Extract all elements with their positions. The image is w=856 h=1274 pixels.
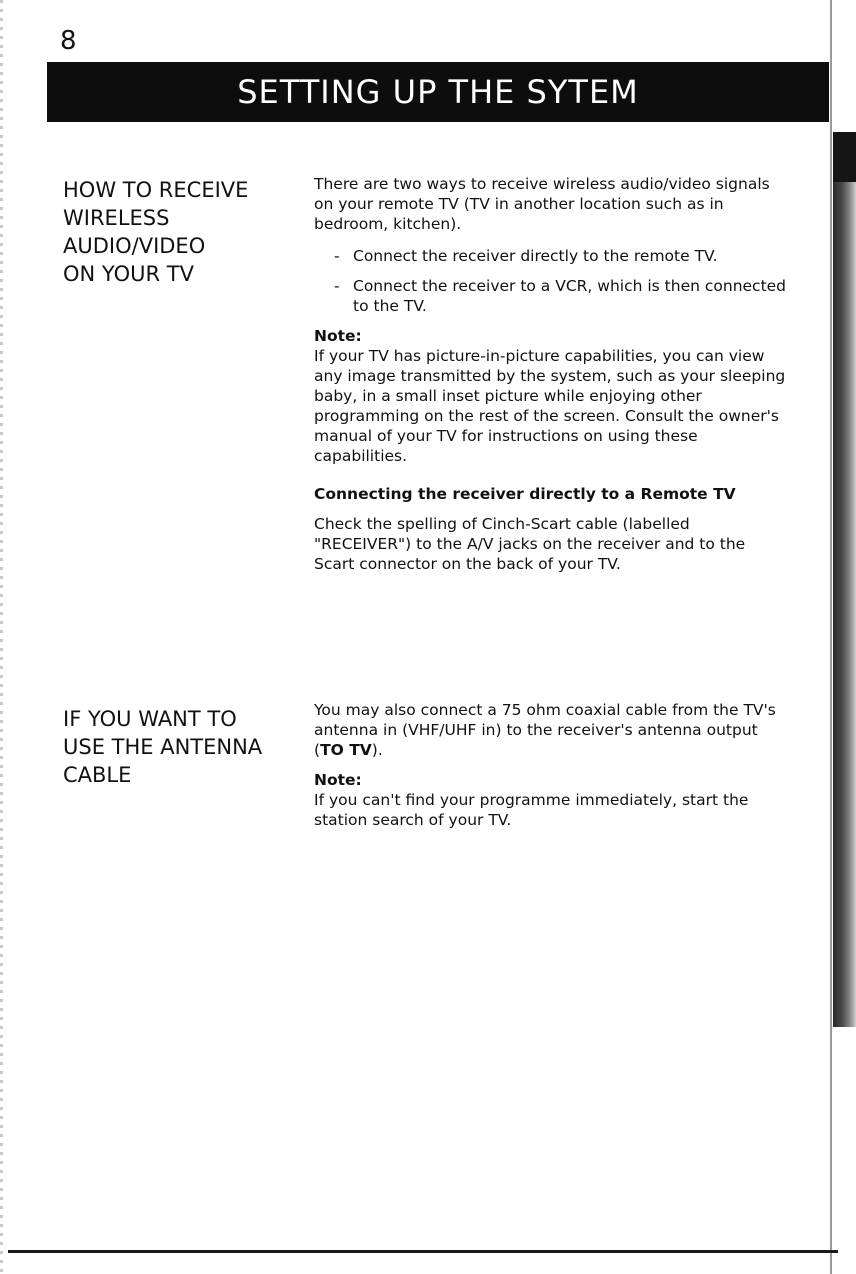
note-paragraph: If you can't find your programme immediately, start the station search of your TV.	[314, 791, 749, 829]
list-item-text: Connect the receiver to a VCR, which is then connected to the TV.	[353, 277, 787, 315]
heading-line: WIRELESS	[63, 206, 170, 230]
scan-edge-left	[0, 0, 3, 1274]
to-tv-label: TO TV	[320, 741, 372, 759]
scan-edge-line	[830, 0, 832, 1274]
connection-paragraph: Check the spelling of Cinch-Scart cable (labelled "RECEIVER") to the A/V jacks on the receiver and to the Scart connector on the back of your TV.	[314, 515, 746, 573]
note-paragraph: If your TV has picture-in-picture capabilities, you can view any image transmitted by the system, such as your sleeping baby, in a small inset picture while enjoying other programming on the rest of the screen. Consult the owner's manual of your TV for instructions on using these capabilities.	[314, 347, 786, 465]
dash-bullet: -	[334, 247, 340, 265]
page-number: 8	[60, 26, 77, 56]
note-label: Note:	[314, 327, 362, 345]
section-body-antenna	[314, 700, 790, 830]
bottom-rule	[8, 1250, 838, 1253]
heading-line: USE THE ANTENNA	[63, 735, 263, 759]
heading-line: ON YOUR TV	[63, 262, 194, 286]
section-heading-antenna	[63, 705, 293, 789]
heading-line: HOW TO RECEIVE	[63, 178, 249, 202]
page-title: SETTING UP THE SYTEM	[237, 73, 639, 111]
heading-line: CABLE	[63, 763, 132, 787]
dash-bullet: -	[334, 277, 340, 295]
subheading: Connecting the receiver directly to a Remote TV	[314, 485, 736, 503]
list-item	[334, 276, 790, 316]
antenna-paragraph	[314, 700, 790, 760]
antenna-text-end: ).	[371, 741, 383, 759]
note-label: Note:	[314, 771, 362, 789]
antenna-text: You may also connect a 75 ohm coaxial cable from the TV's antenna in (VHF/UHF in) to the receiver's antenna output (	[314, 701, 776, 759]
scan-edge-shadow-top	[833, 132, 856, 182]
section-body-receive	[314, 174, 790, 574]
title-bar	[47, 62, 829, 122]
list-item	[334, 246, 790, 266]
list-item-text: Connect the receiver directly to the remote TV.	[353, 247, 718, 265]
heading-line: IF YOU WANT TO	[63, 707, 237, 731]
scan-edge-shadow	[833, 132, 856, 1027]
intro-paragraph: There are two ways to receive wireless audio/video signals on your remote TV (TV in another location such as in bedroom, kitchen).	[314, 175, 770, 233]
heading-line: AUDIO/VIDEO	[63, 234, 206, 258]
section-heading-receive	[63, 176, 293, 288]
